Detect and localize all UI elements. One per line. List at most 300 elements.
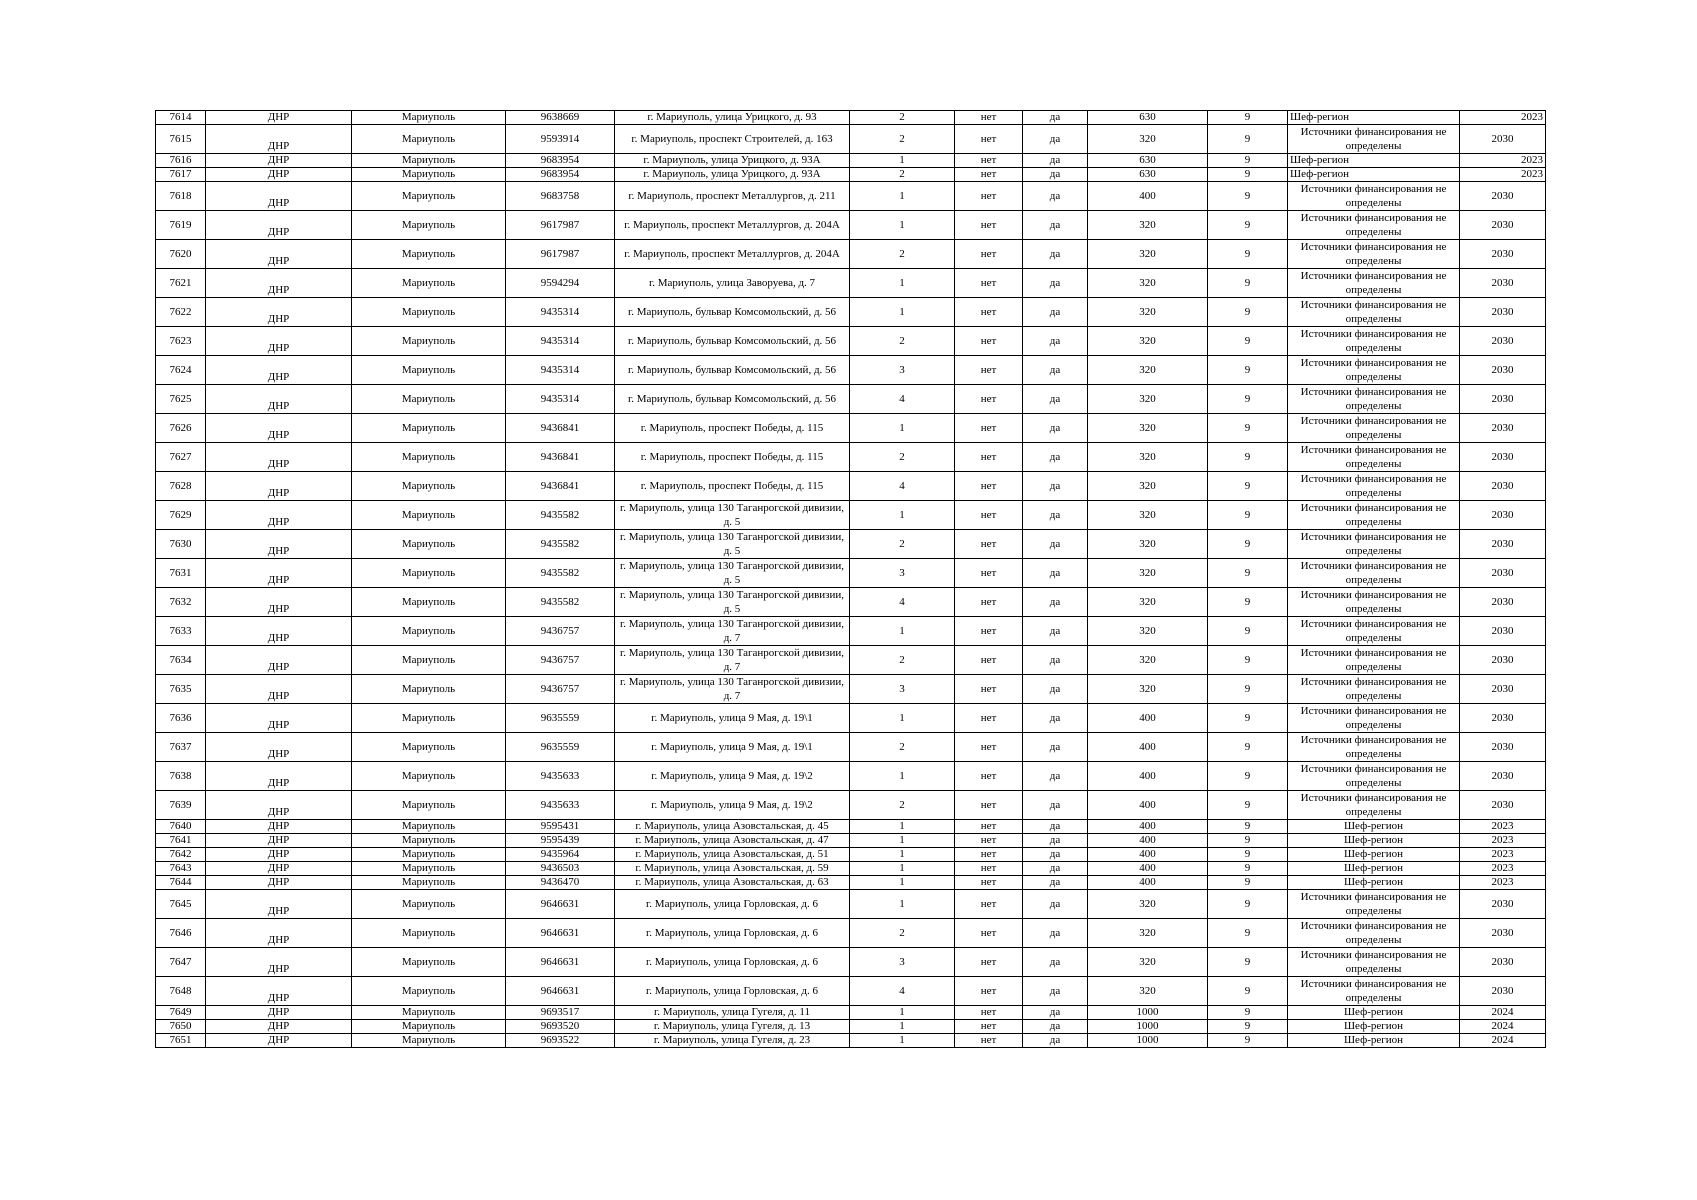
funding-source-cell: Шеф-регион	[1288, 168, 1460, 182]
flag-b-cell: да	[1023, 125, 1088, 154]
floors-cell: 9	[1208, 820, 1288, 834]
row-number-cell: 7622	[156, 298, 206, 327]
year-cell: 2030	[1460, 530, 1546, 559]
capacity-cell: 400	[1088, 762, 1208, 791]
address-cell: г. Мариуполь, улица Азовстальская, д. 47	[615, 834, 850, 848]
flag-b-cell: да	[1023, 733, 1088, 762]
year-cell: 2023	[1460, 848, 1546, 862]
address-cell: г. Мариуполь, проспект Победы, д. 115	[615, 443, 850, 472]
table-row	[156, 559, 1546, 588]
table-row	[156, 588, 1546, 617]
floors-cell: 9	[1208, 385, 1288, 414]
address-cell: г. Мариуполь, улица Заворуева, д. 7	[615, 269, 850, 298]
capacity-cell: 320	[1088, 472, 1208, 501]
building-code-cell: 9635559	[506, 704, 615, 733]
row-number-cell: 7625	[156, 385, 206, 414]
floors-cell: 9	[1208, 472, 1288, 501]
funding-source-cell: Источники финансирования не определены	[1288, 443, 1460, 472]
table-row	[156, 472, 1546, 501]
region-cell: ДНР	[206, 848, 352, 862]
flag-a-cell: нет	[955, 111, 1023, 125]
year-cell: 2030	[1460, 182, 1546, 211]
year-cell: 2030	[1460, 298, 1546, 327]
city-cell: Мариуполь	[352, 948, 506, 977]
year-cell: 2030	[1460, 588, 1546, 617]
floors-cell: 9	[1208, 791, 1288, 820]
city-cell: Мариуполь	[352, 154, 506, 168]
building-code-cell: 9693520	[506, 1020, 615, 1034]
year-cell: 2030	[1460, 791, 1546, 820]
table-row	[156, 820, 1546, 834]
flag-a-cell: нет	[955, 327, 1023, 356]
capacity-cell: 320	[1088, 414, 1208, 443]
funding-source-cell: Источники финансирования не определены	[1288, 501, 1460, 530]
flag-b-cell: да	[1023, 269, 1088, 298]
funding-source-cell: Источники финансирования не определены	[1288, 733, 1460, 762]
city-cell: Мариуполь	[352, 977, 506, 1006]
row-number-cell: 7649	[156, 1006, 206, 1020]
region-cell: ДНР	[206, 501, 352, 530]
region-cell: ДНР	[206, 182, 352, 211]
funding-source-cell: Шеф-регион	[1288, 862, 1460, 876]
entrance-cell: 1	[850, 1034, 955, 1048]
row-number-cell: 7641	[156, 834, 206, 848]
entrance-cell: 2	[850, 125, 955, 154]
city-cell: Мариуполь	[352, 298, 506, 327]
entrance-cell: 1	[850, 820, 955, 834]
address-cell: г. Мариуполь, бульвар Комсомольский, д. 56	[615, 385, 850, 414]
row-number-cell: 7618	[156, 182, 206, 211]
region-cell: ДНР	[206, 211, 352, 240]
region-cell: ДНР	[206, 919, 352, 948]
year-cell: 2030	[1460, 211, 1546, 240]
year-cell: 2030	[1460, 501, 1546, 530]
city-cell: Мариуполь	[352, 559, 506, 588]
building-code-cell: 9435314	[506, 327, 615, 356]
flag-a-cell: нет	[955, 269, 1023, 298]
capacity-cell: 320	[1088, 385, 1208, 414]
funding-source-cell: Источники финансирования не определены	[1288, 675, 1460, 704]
flag-b-cell: да	[1023, 834, 1088, 848]
region-cell: ДНР	[206, 1020, 352, 1034]
flag-b-cell: да	[1023, 762, 1088, 791]
region-cell: ДНР	[206, 876, 352, 890]
funding-source-cell: Источники финансирования не определены	[1288, 588, 1460, 617]
city-cell: Мариуполь	[352, 704, 506, 733]
year-cell: 2030	[1460, 948, 1546, 977]
table-row	[156, 733, 1546, 762]
flag-b-cell: да	[1023, 414, 1088, 443]
floors-cell: 9	[1208, 182, 1288, 211]
flag-b-cell: да	[1023, 211, 1088, 240]
funding-source-cell: Источники финансирования не определены	[1288, 704, 1460, 733]
capacity-cell: 320	[1088, 211, 1208, 240]
row-number-cell: 7651	[156, 1034, 206, 1048]
capacity-cell: 630	[1088, 168, 1208, 182]
region-cell: ДНР	[206, 530, 352, 559]
building-code-cell: 9436503	[506, 862, 615, 876]
entrance-cell: 2	[850, 791, 955, 820]
flag-a-cell: нет	[955, 617, 1023, 646]
city-cell: Мариуполь	[352, 834, 506, 848]
entrance-cell: 4	[850, 472, 955, 501]
address-cell: г. Мариуполь, улица 130 Таганрогской дивизии, д. 7	[615, 646, 850, 675]
capacity-cell: 320	[1088, 588, 1208, 617]
address-cell: г. Мариуполь, улица Горловская, д. 6	[615, 948, 850, 977]
address-cell: г. Мариуполь, улица 130 Таганрогской дивизии, д. 5	[615, 559, 850, 588]
flag-a-cell: нет	[955, 704, 1023, 733]
entrance-cell: 1	[850, 414, 955, 443]
flag-a-cell: нет	[955, 762, 1023, 791]
flag-b-cell: да	[1023, 472, 1088, 501]
city-cell: Мариуполь	[352, 111, 506, 125]
city-cell: Мариуполь	[352, 211, 506, 240]
building-code-cell: 9594294	[506, 269, 615, 298]
building-code-cell: 9593914	[506, 125, 615, 154]
entrance-cell: 4	[850, 588, 955, 617]
flag-b-cell: да	[1023, 356, 1088, 385]
city-cell: Мариуполь	[352, 791, 506, 820]
flag-b-cell: да	[1023, 111, 1088, 125]
building-code-cell: 9435964	[506, 848, 615, 862]
flag-b-cell: да	[1023, 240, 1088, 269]
building-code-cell: 9595431	[506, 820, 615, 834]
funding-source-cell: Шеф-регион	[1288, 876, 1460, 890]
funding-source-cell: Источники финансирования не определены	[1288, 890, 1460, 919]
address-cell: г. Мариуполь, улица Азовстальская, д. 63	[615, 876, 850, 890]
entrance-cell: 2	[850, 327, 955, 356]
flag-a-cell: нет	[955, 168, 1023, 182]
city-cell: Мариуполь	[352, 385, 506, 414]
floors-cell: 9	[1208, 617, 1288, 646]
capacity-cell: 320	[1088, 948, 1208, 977]
capacity-cell: 400	[1088, 848, 1208, 862]
floors-cell: 9	[1208, 919, 1288, 948]
funding-source-cell: Источники финансирования не определены	[1288, 125, 1460, 154]
row-number-cell: 7640	[156, 820, 206, 834]
floors-cell: 9	[1208, 559, 1288, 588]
row-number-cell: 7627	[156, 443, 206, 472]
table-row	[156, 269, 1546, 298]
funding-source-cell: Шеф-регион	[1288, 154, 1460, 168]
funding-source-cell: Источники финансирования не определены	[1288, 762, 1460, 791]
row-number-cell: 7620	[156, 240, 206, 269]
building-code-cell: 9683954	[506, 154, 615, 168]
table-row	[156, 617, 1546, 646]
year-cell: 2023	[1460, 862, 1546, 876]
flag-a-cell: нет	[955, 733, 1023, 762]
year-cell: 2023	[1460, 168, 1546, 182]
capacity-cell: 320	[1088, 919, 1208, 948]
row-number-cell: 7631	[156, 559, 206, 588]
flag-b-cell: да	[1023, 617, 1088, 646]
address-cell: г. Мариуполь, проспект Победы, д. 115	[615, 414, 850, 443]
building-code-cell: 9646631	[506, 977, 615, 1006]
table-row	[156, 862, 1546, 876]
floors-cell: 9	[1208, 154, 1288, 168]
capacity-cell: 400	[1088, 704, 1208, 733]
data-table	[155, 110, 1546, 1048]
city-cell: Мариуполь	[352, 675, 506, 704]
entrance-cell: 1	[850, 848, 955, 862]
capacity-cell: 1000	[1088, 1006, 1208, 1020]
flag-a-cell: нет	[955, 876, 1023, 890]
building-code-cell: 9435314	[506, 298, 615, 327]
row-number-cell: 7646	[156, 919, 206, 948]
flag-a-cell: нет	[955, 1006, 1023, 1020]
floors-cell: 9	[1208, 211, 1288, 240]
funding-source-cell: Шеф-регион	[1288, 820, 1460, 834]
entrance-cell: 1	[850, 154, 955, 168]
flag-b-cell: да	[1023, 154, 1088, 168]
address-cell: г. Мариуполь, улица Азовстальская, д. 45	[615, 820, 850, 834]
region-cell: ДНР	[206, 559, 352, 588]
address-cell: г. Мариуполь, бульвар Комсомольский, д. 56	[615, 327, 850, 356]
flag-a-cell: нет	[955, 559, 1023, 588]
floors-cell: 9	[1208, 876, 1288, 890]
address-cell: г. Мариуполь, улица Горловская, д. 6	[615, 890, 850, 919]
row-number-cell: 7619	[156, 211, 206, 240]
row-number-cell: 7630	[156, 530, 206, 559]
building-code-cell: 9683758	[506, 182, 615, 211]
flag-a-cell: нет	[955, 1034, 1023, 1048]
flag-b-cell: да	[1023, 385, 1088, 414]
row-number-cell: 7628	[156, 472, 206, 501]
table-row	[156, 948, 1546, 977]
row-number-cell: 7626	[156, 414, 206, 443]
address-cell: г. Мариуполь, улица 9 Мая, д. 19\2	[615, 791, 850, 820]
city-cell: Мариуполь	[352, 501, 506, 530]
year-cell: 2030	[1460, 890, 1546, 919]
flag-a-cell: нет	[955, 646, 1023, 675]
table-row	[156, 848, 1546, 862]
funding-source-cell: Источники финансирования не определены	[1288, 977, 1460, 1006]
table-row	[156, 154, 1546, 168]
address-cell: г. Мариуполь, улица 130 Таганрогской дивизии, д. 7	[615, 675, 850, 704]
funding-source-cell: Источники финансирования не определены	[1288, 559, 1460, 588]
floors-cell: 9	[1208, 414, 1288, 443]
building-code-cell: 9436470	[506, 876, 615, 890]
funding-source-cell: Источники финансирования не определены	[1288, 269, 1460, 298]
flag-a-cell: нет	[955, 530, 1023, 559]
region-cell: ДНР	[206, 298, 352, 327]
flag-a-cell: нет	[955, 862, 1023, 876]
entrance-cell: 1	[850, 1006, 955, 1020]
capacity-cell: 320	[1088, 240, 1208, 269]
row-number-cell: 7642	[156, 848, 206, 862]
table-row	[156, 240, 1546, 269]
row-number-cell: 7636	[156, 704, 206, 733]
floors-cell: 9	[1208, 327, 1288, 356]
flag-a-cell: нет	[955, 890, 1023, 919]
region-cell: ДНР	[206, 617, 352, 646]
capacity-cell: 400	[1088, 733, 1208, 762]
city-cell: Мариуполь	[352, 356, 506, 385]
row-number-cell: 7648	[156, 977, 206, 1006]
floors-cell: 9	[1208, 588, 1288, 617]
flag-a-cell: нет	[955, 501, 1023, 530]
address-cell: г. Мариуполь, бульвар Комсомольский, д. 56	[615, 356, 850, 385]
table-row	[156, 443, 1546, 472]
city-cell: Мариуполь	[352, 762, 506, 791]
entrance-cell: 2	[850, 919, 955, 948]
capacity-cell: 320	[1088, 559, 1208, 588]
funding-source-cell: Шеф-регион	[1288, 834, 1460, 848]
row-number-cell: 7616	[156, 154, 206, 168]
region-cell: ДНР	[206, 240, 352, 269]
entrance-cell: 2	[850, 111, 955, 125]
address-cell: г. Мариуполь, проспект Металлургов, д. 211	[615, 182, 850, 211]
city-cell: Мариуполь	[352, 530, 506, 559]
funding-source-cell: Шеф-регион	[1288, 1006, 1460, 1020]
row-number-cell: 7621	[156, 269, 206, 298]
row-number-cell: 7623	[156, 327, 206, 356]
region-cell: ДНР	[206, 443, 352, 472]
floors-cell: 9	[1208, 240, 1288, 269]
funding-source-cell: Шеф-регион	[1288, 848, 1460, 862]
entrance-cell: 1	[850, 704, 955, 733]
year-cell: 2030	[1460, 559, 1546, 588]
capacity-cell: 320	[1088, 269, 1208, 298]
row-number-cell: 7629	[156, 501, 206, 530]
address-cell: г. Мариуполь, улица Горловская, д. 6	[615, 919, 850, 948]
floors-cell: 9	[1208, 125, 1288, 154]
flag-b-cell: да	[1023, 704, 1088, 733]
year-cell: 2024	[1460, 1034, 1546, 1048]
funding-source-cell: Источники финансирования не определены	[1288, 472, 1460, 501]
funding-source-cell: Источники финансирования не определены	[1288, 211, 1460, 240]
capacity-cell: 1000	[1088, 1020, 1208, 1034]
year-cell: 2030	[1460, 646, 1546, 675]
region-cell: ДНР	[206, 1034, 352, 1048]
building-code-cell: 9646631	[506, 948, 615, 977]
funding-source-cell: Источники финансирования не определены	[1288, 327, 1460, 356]
flag-b-cell: да	[1023, 890, 1088, 919]
entrance-cell: 2	[850, 733, 955, 762]
building-code-cell: 9435582	[506, 530, 615, 559]
row-number-cell: 7639	[156, 791, 206, 820]
row-number-cell: 7633	[156, 617, 206, 646]
year-cell: 2023	[1460, 111, 1546, 125]
building-code-cell: 9436841	[506, 414, 615, 443]
funding-source-cell: Шеф-регион	[1288, 1034, 1460, 1048]
flag-a-cell: нет	[955, 1020, 1023, 1034]
entrance-cell: 1	[850, 269, 955, 298]
row-number-cell: 7615	[156, 125, 206, 154]
floors-cell: 9	[1208, 948, 1288, 977]
flag-a-cell: нет	[955, 211, 1023, 240]
flag-a-cell: нет	[955, 977, 1023, 1006]
year-cell: 2023	[1460, 834, 1546, 848]
region-cell: ДНР	[206, 1006, 352, 1020]
entrance-cell: 3	[850, 559, 955, 588]
capacity-cell: 630	[1088, 111, 1208, 125]
flag-b-cell: да	[1023, 588, 1088, 617]
flag-b-cell: да	[1023, 1020, 1088, 1034]
year-cell: 2023	[1460, 876, 1546, 890]
region-cell: ДНР	[206, 948, 352, 977]
address-cell: г. Мариуполь, улица 9 Мая, д. 19\2	[615, 762, 850, 791]
table-row	[156, 298, 1546, 327]
funding-source-cell: Источники финансирования не определены	[1288, 298, 1460, 327]
region-cell: ДНР	[206, 890, 352, 919]
year-cell: 2030	[1460, 675, 1546, 704]
flag-b-cell: да	[1023, 862, 1088, 876]
floors-cell: 9	[1208, 1006, 1288, 1020]
table-row	[156, 414, 1546, 443]
city-cell: Мариуполь	[352, 890, 506, 919]
building-code-cell: 9646631	[506, 890, 615, 919]
table-row	[156, 327, 1546, 356]
capacity-cell: 400	[1088, 820, 1208, 834]
flag-a-cell: нет	[955, 125, 1023, 154]
table-row	[156, 211, 1546, 240]
city-cell: Мариуполь	[352, 327, 506, 356]
entrance-cell: 1	[850, 617, 955, 646]
address-cell: г. Мариуполь, улица Гугеля, д. 11	[615, 1006, 850, 1020]
flag-b-cell: да	[1023, 1034, 1088, 1048]
building-code-cell: 9435582	[506, 588, 615, 617]
entrance-cell: 3	[850, 675, 955, 704]
building-code-cell: 9693517	[506, 1006, 615, 1020]
city-cell: Мариуполь	[352, 414, 506, 443]
capacity-cell: 400	[1088, 862, 1208, 876]
capacity-cell: 400	[1088, 791, 1208, 820]
flag-b-cell: да	[1023, 791, 1088, 820]
city-cell: Мариуполь	[352, 919, 506, 948]
floors-cell: 9	[1208, 733, 1288, 762]
entrance-cell: 4	[850, 977, 955, 1006]
row-number-cell: 7637	[156, 733, 206, 762]
capacity-cell: 1000	[1088, 1034, 1208, 1048]
year-cell: 2030	[1460, 443, 1546, 472]
building-code-cell: 9435582	[506, 559, 615, 588]
capacity-cell: 320	[1088, 125, 1208, 154]
city-cell: Мариуполь	[352, 862, 506, 876]
floors-cell: 9	[1208, 1034, 1288, 1048]
flag-a-cell: нет	[955, 443, 1023, 472]
row-number-cell: 7644	[156, 876, 206, 890]
city-cell: Мариуполь	[352, 443, 506, 472]
city-cell: Мариуполь	[352, 646, 506, 675]
entrance-cell: 2	[850, 646, 955, 675]
capacity-cell: 320	[1088, 977, 1208, 1006]
flag-a-cell: нет	[955, 848, 1023, 862]
entrance-cell: 2	[850, 168, 955, 182]
flag-b-cell: да	[1023, 182, 1088, 211]
address-cell: г. Мариуполь, улица Горловская, д. 6	[615, 977, 850, 1006]
floors-cell: 9	[1208, 890, 1288, 919]
region-cell: ДНР	[206, 111, 352, 125]
city-cell: Мариуполь	[352, 820, 506, 834]
building-code-cell: 9435633	[506, 791, 615, 820]
capacity-cell: 320	[1088, 327, 1208, 356]
entrance-cell: 1	[850, 1020, 955, 1034]
address-cell: г. Мариуполь, улица Азовстальская, д. 59	[615, 862, 850, 876]
flag-a-cell: нет	[955, 414, 1023, 443]
address-cell: г. Мариуполь, улица 130 Таганрогской дивизии, д. 7	[615, 617, 850, 646]
entrance-cell: 1	[850, 834, 955, 848]
address-cell: г. Мариуполь, улица 130 Таганрогской дивизии, д. 5	[615, 588, 850, 617]
capacity-cell: 320	[1088, 675, 1208, 704]
flag-b-cell: да	[1023, 530, 1088, 559]
row-number-cell: 7635	[156, 675, 206, 704]
flag-a-cell: нет	[955, 298, 1023, 327]
city-cell: Мариуполь	[352, 1034, 506, 1048]
building-code-cell: 9436841	[506, 443, 615, 472]
flag-a-cell: нет	[955, 240, 1023, 269]
address-cell: г. Мариуполь, улица Гугеля, д. 13	[615, 1020, 850, 1034]
